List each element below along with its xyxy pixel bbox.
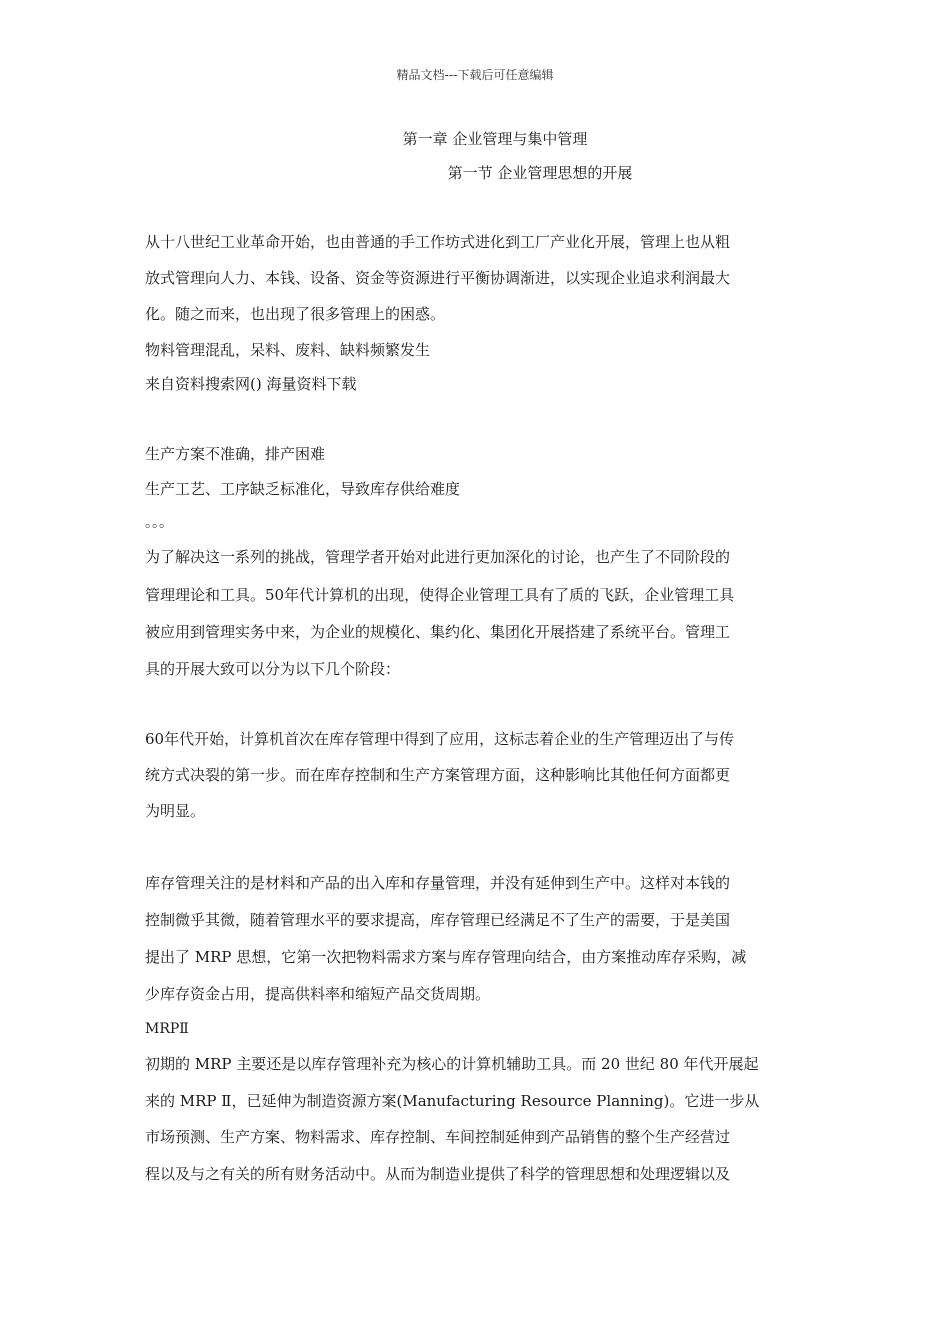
paragraph-line: 统方式决裂的第一步。而在库存控制和生产方案管理方面，这种影响比其他任何方面都更 [145, 766, 731, 784]
header-note: 精品文档---下载后可任意编辑 [396, 68, 554, 82]
paragraph-line: 市场预测、生产方案、物料需求、库存控制、车间控制延伸到产品销售的整个生产经营过 [145, 1128, 731, 1146]
paragraph-line: 初期的 MRP 主要还是以库存管理补充为核心的计算机辅助工具。而 20 世纪 80 年代开展起 [145, 1055, 759, 1073]
mrp2-heading: MRPⅡ [145, 1021, 189, 1037]
paragraph-line: 60年代开始，计算机首次在库存管理中得到了应用，这标志着企业的生产管理迈出了与传 [145, 730, 735, 748]
paragraph-line: 程以及与之有关的所有财务活动中。从而为制造业提供了科学的管理思想和处理逻辑以及 [145, 1165, 731, 1183]
paragraph-line: 从十八世纪工业革命开始，也由普通的手工作坊式进化到工厂产业化开展，管理上也从粗 [145, 233, 731, 251]
paragraph-line: 提出了 MRP 思想，它第一次把物料需求方案与库存管理向结合，由方案推动库存采购，减 [145, 948, 747, 966]
paragraph-line: 化。随之而来，也出现了很多管理上的困惑。 [145, 305, 446, 323]
ellipsis-line: 。。。 [145, 515, 173, 531]
list-item: 来自资料搜索网() 海量资料下载 [145, 375, 357, 393]
list-item: 生产工艺、工序缺乏标准化，导致库存供给难度 [145, 480, 461, 498]
paragraph-line: 控制微乎其微，随着管理水平的要求提高，库存管理已经满足不了生产的需要，于是美国 [145, 911, 731, 929]
paragraph-line: 库存管理关注的是材料和产品的出入库和存量管理，并没有延伸到生产中。这样对本钱的 [145, 874, 731, 892]
paragraph-line: 被应用到管理实务中来，为企业的规模化、集约化、集团化开展搭建了系统平台。管理工 [145, 623, 731, 641]
paragraph-line: 为了解决这一系列的挑战，管理学者开始对此进行更加深化的讨论，也产生了不同阶段的 [145, 548, 731, 566]
paragraph-line: 少库存资金占用，提高供料率和缩短产品交货周期。 [145, 985, 491, 1003]
list-item: 物料管理混乱，呆料、废料、缺料频繁发生 [145, 341, 431, 359]
section-title: 第一节 企业管理思想的开展 [447, 164, 633, 182]
list-item: 生产方案不准确，排产困难 [145, 445, 326, 463]
paragraph-line: 管理理论和工具。50年代计算机的出现，使得企业管理工具有了质的飞跃，企业管理工具 [145, 586, 735, 604]
paragraph-line: 来的 MRP Ⅱ，已延伸为制造资源方案(Manufacturing Resource Planning)。它进一步从 [145, 1092, 760, 1110]
paragraph-line: 为明显。 [145, 802, 206, 820]
paragraph-line: 放式管理向人力、本钱、设备、资金等资源进行平衡协调渐进，以实现企业追求利润最大 [145, 269, 731, 287]
chapter-title: 第一章 企业管理与集中管理 [402, 130, 588, 148]
paragraph-line: 具的开展大致可以分为以下几个阶段： [145, 660, 401, 678]
